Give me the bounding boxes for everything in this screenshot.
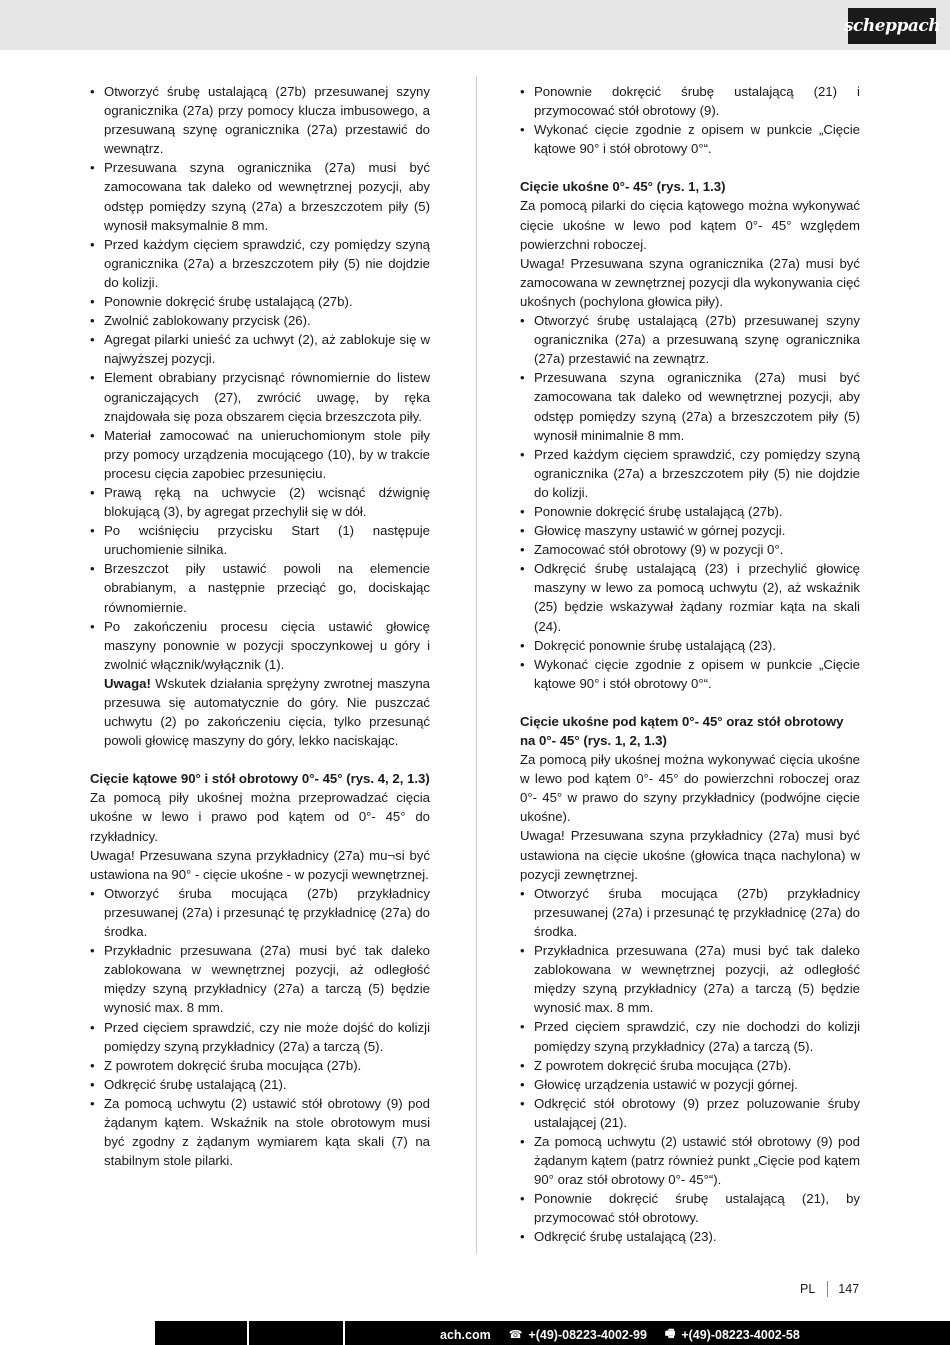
- paragraph: Uwaga! Przesuwana szyna przykładnicy (27a) musi być ustawiona na cięcie ukośne (głowica tnąca nachylona) w pozycji zewnętrznej.: [520, 828, 860, 882]
- list-item: • Ponownie dokręcić śrubę ustalającą (27b).: [520, 502, 860, 521]
- paragraph: Uwaga! Przesuwana szyna przykładnicy (27a) mu¬si być ustawiona na 90° - cięcie ukośne - w pozycji wewnętrznej.: [90, 847, 430, 882]
- paragraph: Za pomocą piły ukośnej można wykonywać cięcia ukośne w lewo pod kątem 0°- 45° do powierzchni roboczej oraz 0°- 45° w prawo do szyny przykładnicy (podwójne cięcie ukośne).: [520, 752, 860, 825]
- list-item: • Odkręcić śrubę ustalającą (23).: [520, 1227, 860, 1246]
- header-bar: [0, 0, 950, 50]
- list-item: • Prawą ręką na uchwycie (2) wcisnąć dźwignię blokującą (3), by agregat przechylił się w dół.: [90, 483, 430, 521]
- list-item: • Brzeszczot piły ustawić powoli na elemencie obrabianym, a następnie przeciąć go, dociskając równomiernie.: [90, 559, 430, 616]
- right-column: [520, 82, 860, 1247]
- section-heading: Cięcie kątowe 90° i stół obrotowy 0°- 45° (rys. 4, 2, 1.3): [90, 771, 430, 787]
- phone-icon: ☎: [508, 1329, 523, 1341]
- page-number-area: [800, 1281, 859, 1297]
- section-heading: Cięcie ukośne pod kątem 0°- 45° oraz stół obrotowy na 0°- 45° (rys. 1, 2, 1.3): [520, 713, 844, 748]
- footer-bar: [0, 1321, 950, 1345]
- page-number: 147: [838, 1282, 860, 1296]
- list-item: • Ponownie dokręcić śrubę ustalającą (21), by przymocować stół obrotowy.: [520, 1189, 860, 1227]
- list-item: • Odkręcić śrubę ustalającą (23) i przechylić głowicę maszyny w lewo za pomocą uchwytu (2), aż wskaźnik (25) będzie wskazywał żądany rozmiar kąta na skali (24).: [520, 559, 860, 635]
- list-item: • Przykładnica przesuwana (27a) musi być tak daleko zablokowana w wewnętrznej pozycji, aż odległość między szyną przykładnicy (27a) a tarczą (5) będzie wynosić max. 8 mm.: [520, 941, 860, 1017]
- list-item: • Przesuwana szyna ogranicznika (27a) musi być zamocowana tak daleko od wewnętrznej pozycji, aby odstęp pomiędzy szyną (27a) a brzeszczotem piły (5) wynosił minimalnie 8 mm.: [520, 368, 860, 444]
- phone-number: +(49)-08223-4002-99: [528, 1327, 647, 1342]
- paragraph: Uwaga! Przesuwana szyna ogranicznika (27a) musi być zamocowana w zewnętrznej pozycji dla wykonywania cięć ukośnych (pochylona głowica piły).: [520, 255, 860, 309]
- paragraph: Za pomocą piły ukośnej można przeprowadzać cięcia ukośne w lewo i prawo pod kątem od 0°- 45° do rzykładnicy.: [90, 790, 430, 844]
- fax-number: +(49)-08223-4002-58: [681, 1327, 800, 1342]
- list-item: • Przed cięciem sprawdzić, czy nie może dojść do kolizji pomiędzy szyną przykładnicy (27a) a tarczą (5).: [90, 1018, 430, 1056]
- list-item: • Przykładnic przesuwana (27a) musi być tak daleko zablokowana w wewnętrznej pozycji, aż odległość między szyną przykładnicy (27a) a tarczą (5) będzie wynosić max. 8 mm.: [90, 941, 430, 1017]
- list-item: • Odkręcić śrubę ustalającą (21).: [90, 1075, 430, 1094]
- warning-text: Wskutek działania sprężyny zwrotnej maszyna przesuwa się automatycznie do góry. Nie puszczać uchwytu (2) po zakończeniu cięcia, tylko przesunąć powoli głowicę maszyny do góry, lekko naciskając.: [104, 675, 430, 749]
- section-heading: Cięcie ukośne 0°- 45° (rys. 1, 1.3): [520, 179, 726, 195]
- list-item: • Przed cięciem sprawdzić, czy nie dochodzi do kolizji pomiędzy szyną przykładnicy (27a) a tarczą (5).: [520, 1017, 860, 1055]
- website-text: ach.com: [440, 1327, 491, 1342]
- list-item: • Zamocować stół obrotowy (9) w pozycji 0°.: [520, 540, 860, 559]
- list-item: • Wykonać cięcie zgodnie z opisem w punkcie „Cięcie kątowe 90° i stół obrotowy 0°“.: [520, 655, 860, 693]
- footer-tick: [247, 1321, 249, 1345]
- left-column: [90, 82, 430, 1170]
- list-item: • Po zakończeniu procesu cięcia ustawić głowicę maszyny ponownie w pozycji spoczynkowej u góry i zwolnić włącznik/wyłącznik (1).: [90, 617, 430, 674]
- right-list-3: [520, 884, 860, 1247]
- list-item: • Przed każdym cięciem sprawdzić, czy pomiędzy szyną ogranicznika (27a) a brzeszczotem piły (5) nie dojdzie do kolizji.: [520, 445, 860, 502]
- list-item: • Ponownie dokręcić śrubę ustalającą (27b).: [90, 292, 430, 311]
- list-item: • Agregat pilarki unieść za uchwyt (2), aż zablokuje się w najwyższej pozycji.: [90, 330, 430, 368]
- list-item: • Za pomocą uchwytu (2) ustawić stół obrotowy (9) pod żądanym kątem. Wskaźnik na stole obrotowym musi być zgodny z żądanym wymiarem kąta skali (7) na stabilnym stole pilarki.: [90, 1094, 430, 1170]
- footer-blank: [0, 1321, 155, 1345]
- list-item: • Odkręcić stół obrotowy (9) przez poluzowanie śruby ustalającej (21).: [520, 1094, 860, 1132]
- warning-note: [90, 674, 430, 750]
- footer-contact: [440, 1325, 800, 1344]
- page-number-divider: [827, 1281, 828, 1297]
- paragraph: Za pomocą pilarki do cięcia kątowego można wykonywać cięcie ukośne w lewo pod kątem 0°- 45° względem powierzchni roboczej.: [520, 198, 860, 252]
- left-list-1: [90, 82, 430, 674]
- list-item: • Za pomocą uchwytu (2) ustawić stół obrotowy (9) pod żądanym kątem (patrz również punkt „Cięcie pod kątem 90° oraz stół obrotowy 0°- 45°“).: [520, 1132, 860, 1189]
- list-item: • Głowicę urządzenia ustawić w pozycji górnej.: [520, 1075, 860, 1094]
- right-list-2: [520, 311, 860, 693]
- list-item: • Element obrabiany przycisnąć równomiernie do listew ograniczających (27), zwrócić uwagę, by ręka znajdowała się poza obszarem cięcia brzeszczota piły.: [90, 368, 430, 425]
- list-item: • Otworzyć śrubę ustalającą (27b) przesuwanej szyny ogranicznika (27a) przy pomocy klucza imbusowego, a przesuwaną szynę ogranicznika (27a) przestawić do wewnątrz.: [90, 82, 430, 158]
- language-code: PL: [800, 1282, 816, 1296]
- list-item: • Dokręcić ponownie śrubę ustalającą (23).: [520, 636, 860, 655]
- list-item: • Przesuwana szyna ogranicznika (27a) musi być zamocowana tak daleko od wewnętrznej pozycji, aby odstęp pomiędzy szyną (27a) a brzeszczotem piły (5) wynosił maksymalnie 8 mm.: [90, 158, 430, 234]
- list-item: • Materiał zamocować na unieruchomionym stole piły przy pomocy urządzenia mocującego (10), by w trakcie procesu cięcia zapobiec przesunięciu.: [90, 426, 430, 483]
- column-divider: [476, 76, 477, 1254]
- list-item: • Zwolnić zablokowany przycisk (26).: [90, 311, 430, 330]
- list-item: • Przed każdym cięciem sprawdzić, czy pomiędzy szyną ogranicznika (27a) a brzeszczotem piły (5) nie dojdzie do kolizji.: [90, 235, 430, 292]
- warning-label: Uwaga!: [104, 675, 151, 691]
- list-item: • Z powrotem dokręcić śruba mocująca (27b).: [520, 1056, 860, 1075]
- list-item: • Po wciśnięciu przycisku Start (1) następuje uruchomienie silnika.: [90, 521, 430, 559]
- brand-logo: scheppach: [848, 8, 936, 44]
- right-list-1: [520, 82, 860, 158]
- list-item: • Głowicę maszyny ustawić w górnej pozycji.: [520, 521, 860, 540]
- list-item: • Ponownie dokręcić śrubę ustalającą (21) i przymocować stół obrotowy (9).: [520, 82, 860, 120]
- list-item: • Z powrotem dokręcić śruba mocująca (27b).: [90, 1056, 430, 1075]
- footer-tick: [343, 1321, 345, 1345]
- list-item: • Otworzyć śruba mocująca (27b) przykładnicy przesuwanej (27a) i przesunąć tę przykładnicę (27a) do środka.: [90, 884, 430, 941]
- list-item: • Otworzyć śruba mocująca (27b) przykładnicy przesuwanej (27a) i przesunąć tę przykładnicę (27a) do środka.: [520, 884, 860, 941]
- list-item: • Wykonać cięcie zgodnie z opisem w punkcie „Cięcie kątowe 90° i stół obrotowy 0°“.: [520, 120, 860, 158]
- list-item: • Otworzyć śrubę ustalającą (27b) przesuwanej szyny ogranicznika (27a) a przesuwaną szynę ogranicznika (27a) przestawić na zewnątrz.: [520, 311, 860, 368]
- left-list-2: [90, 884, 430, 1170]
- fax-icon: 🖷: [664, 1328, 676, 1340]
